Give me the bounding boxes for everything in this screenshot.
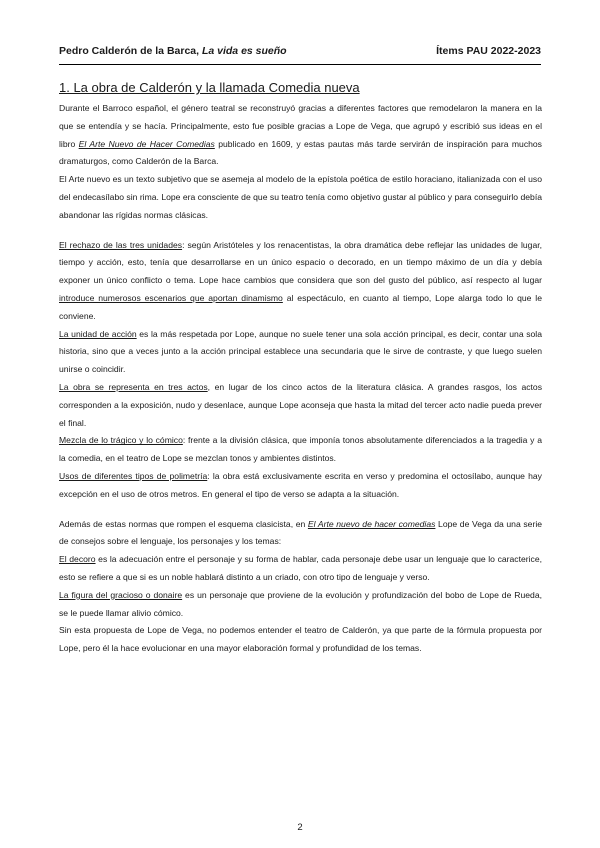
- paragraph-tragico-comico: Mezcla de lo trágico y lo cómico: frente a la división clásica, que imponía tonos absolutamente diferenciados a la tragedia y a la comedia, en el teatro de Lope se mezclan tonos y ambientes distintos.: [59, 435, 542, 464]
- document-body: [59, 100, 542, 658]
- paragraph-intro: Durante el Barroco español, el género teatral se reconstruyó gracias a diferentes factores que remodelaron la manera en la que se entendía y se hacía. Principalmente, esto fue posible gracias a Lope de Vega, que agrupó y escribió sus ideas en el libro El Arte Nuevo de Hacer Comedias publicado en 1609, y estas pautas más tarde servirán de inspiración para muchos dramaturgos, como Calderón de la Barca.: [59, 103, 542, 167]
- paragraph-unidad-accion: La unidad de acción es la más respetada por Lope, aunque no suele tener una sola acción principal, es decir, contar una sola historia, sino que a veces junto a la acción principal establece una secundaria que le sirve de contraste, y que luego suelen unirse o coincidir.: [59, 328, 542, 375]
- term-tragico-comico: Mezcla de lo trágico y lo cómico: [59, 435, 183, 446]
- header-items: Ítems PAU 2022-2023: [436, 45, 541, 57]
- paragraph-arte-nuevo: El Arte nuevo es un texto subjetivo que se asemeja al modelo de la epístola poética de estilo horaciano, italianizada con el uso del endecasílabo sin rima. Lope era consciente de que su teatro tenía como objetivo gustar al público y para conseguirlo debía abandonar las rígidas normas clásicas.: [59, 174, 542, 220]
- arte-nuevo-title-2: El Arte nuevo de hacer comedias: [307, 518, 436, 529]
- paragraph-conclusion: Sin esta propuesta de Lope de Vega, no podemos entender el teatro de Calderón, ya que parte de la fórmula propuesta por Lope, pero él la hace evolucionar en una mayor elaboración formal y profundidad de los temas.: [59, 625, 542, 654]
- underlined-phrase: introduce numerosos escenarios que aportan dinamismo: [59, 292, 283, 303]
- header-work-title: La vida es sueño: [201, 45, 287, 57]
- term-tres-unidades: El rechazo de las tres unidades: [59, 239, 183, 250]
- term-gracioso: La figura del gracioso o donaire: [59, 589, 183, 600]
- arte-nuevo-title: El Arte Nuevo de Hacer Comedias: [78, 138, 215, 149]
- term-tres-actos: La obra se representa en tres actos: [59, 381, 208, 392]
- page-number: 2: [297, 822, 303, 833]
- paragraph-consejos: Además de estas normas que rompen el esquema clasicista, en El Arte nuevo de hacer comedias Lope de Vega da una serie de consejos sobre el lenguaje, los personajes y los temas:: [59, 518, 543, 547]
- section-heading: 1. La obra de Calderón y la llamada Comedia nueva: [59, 80, 360, 95]
- paragraph-decoro: El decoro es la adecuación entre el personaje y su forma de hablar, cada personaje debe usar un lenguaje que lo caracterice, esto se refiere a que si es un noble hablará distinto a un criado, con otro tipo de lenguaje y verso.: [59, 554, 542, 582]
- header-title: [59, 45, 287, 57]
- header-author: Pedro Calderón de la Barca,: [59, 45, 202, 57]
- paragraph-tres-actos: La obra se representa en tres actos, en lugar de los cinco actos de la literatura clásica. A grandes rasgos, los actos corresponden a la exposición, nudo y desenlace, aunque Lope aconseja que hasta la mitad del tercer acto nadie pueda prever el final.: [59, 381, 543, 428]
- paragraph-tres-unidades: El rechazo de las tres unidades: según Aristóteles y los renacentistas, la obra dramática debe reflejar las unidades de lugar, tiempo y acción, esto, tenía que desarrollarse en un único espacio o decorado, en un tiempo máximo de un día y debía exponer un único conflicto o tema. Lope hace cambios que considera que son del gusto del público, así respecto al lugar introduce numerosos escenarios que aportan dinamismo al espectáculo, en cuanto al tiempo, Lope alarga todo lo que le conviene.: [59, 239, 542, 321]
- term-decoro: El decoro: [59, 554, 96, 565]
- paragraph-gracioso: La figura del gracioso o donaire es un personaje que proviene de la evolución y profundización del bobo de Lope de Rueda, se le puede llamar alivio cómico.: [59, 589, 542, 618]
- page-header: [59, 45, 541, 61]
- header-divider: [59, 64, 541, 65]
- paragraph-polimetria: Usos de diferentes tipos de polimetría: la obra está exclusivamente escrita en verso y predomina el octosílabo, aunque hay excepción en el uso de otros metros. En general el tipo de verso se adapta a la situación.: [59, 470, 542, 499]
- term-unidad-accion: La unidad de acción: [59, 328, 137, 339]
- term-polimetria: Usos de diferentes tipos de polimetría: [59, 470, 208, 481]
